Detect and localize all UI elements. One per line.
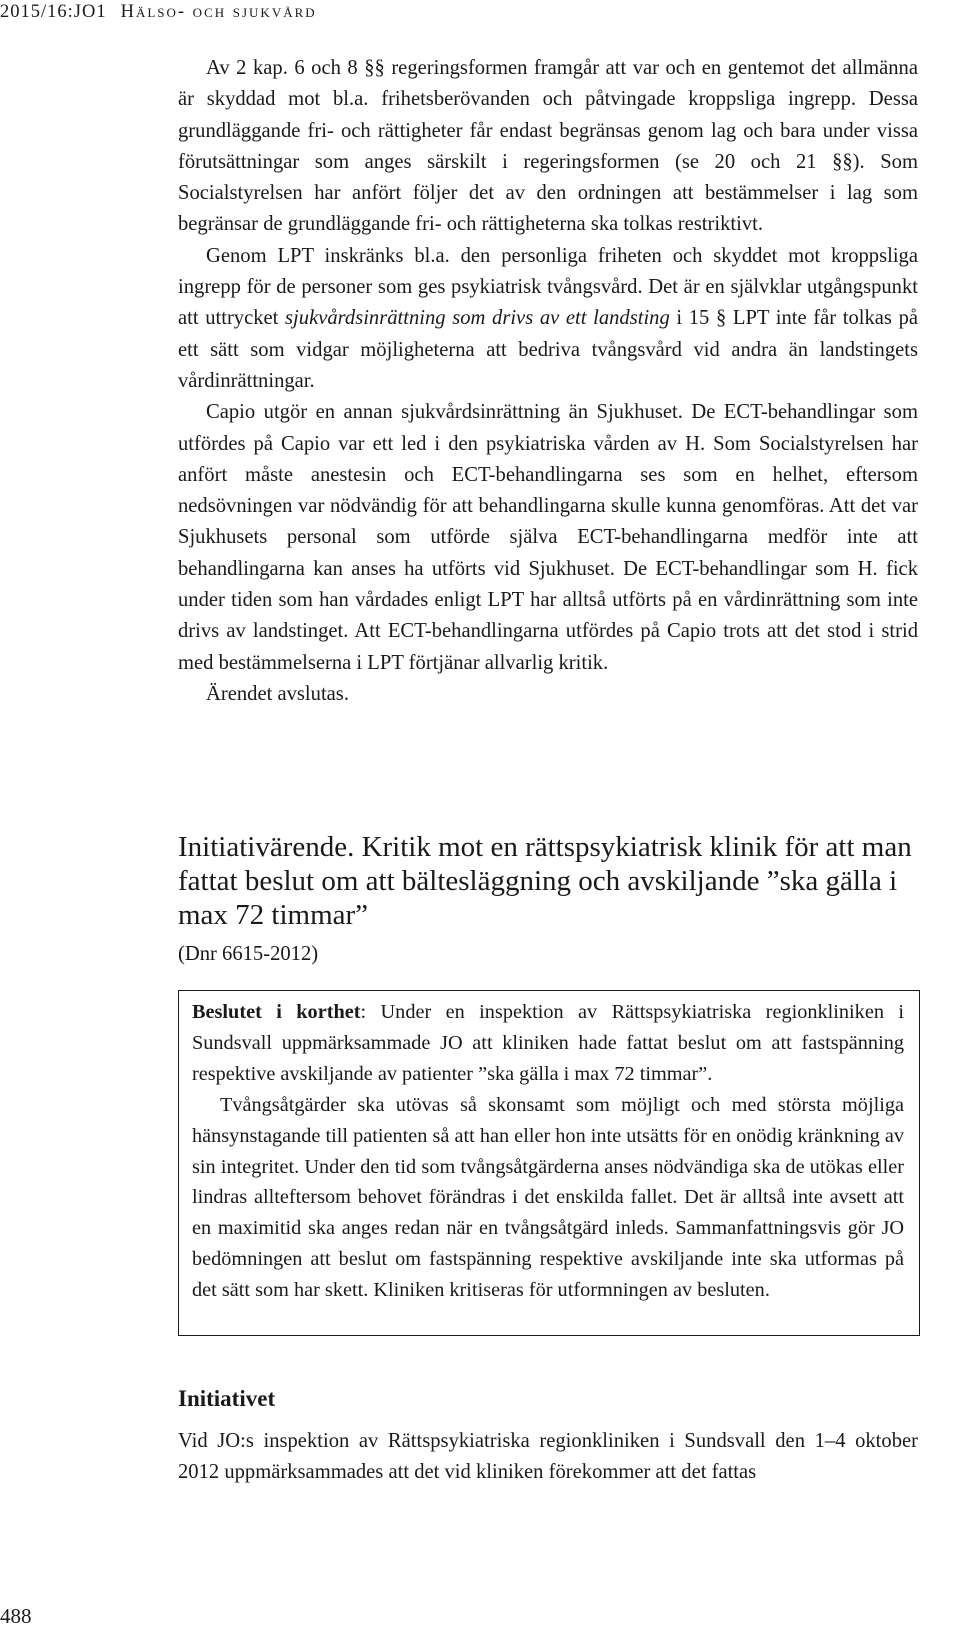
paragraph-2-emphasis: sjukvårdsinrättning som drivs av ett landsting [285, 307, 670, 330]
summary-paragraph-2 [192, 1090, 904, 1306]
summary-label: Beslutet i korthet [192, 1001, 361, 1023]
case-heading: Initiativärende. Kritik mot en rättspsykiatrisk klinik för att man fattat beslut om att bältesläggning och avskiljande ”ska gälla i max 72 timmar” [178, 831, 912, 931]
paragraph-1: Av 2 kap. 6 och 8 §§ regeringsformen framgår att var och en gentemot det allmänna är skyddad mot bl.a. frihetsberövanden och påtvingade kroppsliga ingrepp. Dessa grundläggande fri- och rättigheter får endast begränsas genom lag och bara under vissa förutsättningar som anges särskilt i regeringsformen (se 20 och 21 §§). Som Socialstyrelsen har anfört följer det av den ordningen att bestämmelser i lag som begränsar de grundläggande fri- och rättigheterna ska tolkas restriktivt. [178, 57, 918, 236]
body-text [178, 53, 918, 710]
summary-text-1: : Under en inspektion av Rättspsykiatriska regionkliniken i Sundsvall uppmärksammade JO att kliniken hade fattat beslut om att fastspänning respektive avskiljande av patienter ”ska gälla i max 72 timmar”. [192, 1001, 904, 1085]
section-name: Hälso- och sjukvård [120, 2, 317, 22]
section-title: Initiativet [178, 1386, 276, 1411]
case-number: (Dnr 6615-2012) [178, 943, 319, 965]
paragraph-3: Capio utgör en annan sjukvårdsinrättning än Sjukhuset. De ECT-behandlingar som utfördes på Capio var ett led i den psykiatriska vården av H. Som Socialstyrelsen har anfört måste anestesin och ECT-behandlingarna ses som en helhet, eftersom nedsövningen var nödvändig för att behandlingarna skulle kunna genomföras. Att det var Sjukhusets personal som utförde själva ECT-behandlingarna medför inte att behandlingarna kan anses ha utförts vid Sjukhuset. De ECT-behandlingar som H. fick under tiden som han vårdades enligt LPT har alltså utförts på en vårdinrättning som inte drivs av landstinget. Att ECT-behandlingarna utfördes på Capio trots att det stod i strid med bestämmelserna i LPT förtjänar allvarlig kritik. [178, 401, 918, 674]
section-paragraph-1: Vid JO:s inspektion av Rättspsykiatriska regionkliniken i Sundsvall den 1–4 oktober 2012 uppmärksammades att det vid kliniken förekommer att det fattas [178, 1430, 918, 1484]
running-header [0, 2, 317, 23]
document-ref: 2015/16:JO1 [0, 2, 107, 22]
paragraph-2-end: i 15 § LPT inte får tolkas på ett sätt som vidgar möjligheterna att bedriva tvångsvård vid andra än landstingets vårdinrättningar. [178, 307, 919, 392]
summary-text-2: Tvångsåtgärder ska utövas så skonsamt som möjligt och med största möjliga hänsynstagande till patienten så att han eller hon inte utsätts för en onödig kränkning av sin integritet. Under den tid som tvångsåtgärderna anses nödvändiga ska de utökas eller lindras allteftersom behovet förändras i det enskilda fallet. Det är alltså inte avsett att en maximitid ska anges redan när en tvångsåtgärd inleds. Sammanfattningsvis gör JO bedömningen att beslut om fastspänning respektive avskiljande inte ska utformas på det sätt som har skett. Kliniken kritiseras för utformningen av besluten. [192, 1093, 904, 1302]
paragraph-2-start: Genom LPT inskränks bl.a. den personliga friheten och skyddet mot kroppsliga ingrepp för de personer som ges psykiatrisk tvångsvård. Det är en självklar utgångspunkt att uttrycket [178, 244, 918, 330]
summary-box [178, 990, 920, 1336]
paragraph-4: Ärendet avslutas. [206, 682, 349, 705]
summary-paragraph-1 [192, 997, 904, 1090]
page-number: 488 [0, 1604, 32, 1628]
